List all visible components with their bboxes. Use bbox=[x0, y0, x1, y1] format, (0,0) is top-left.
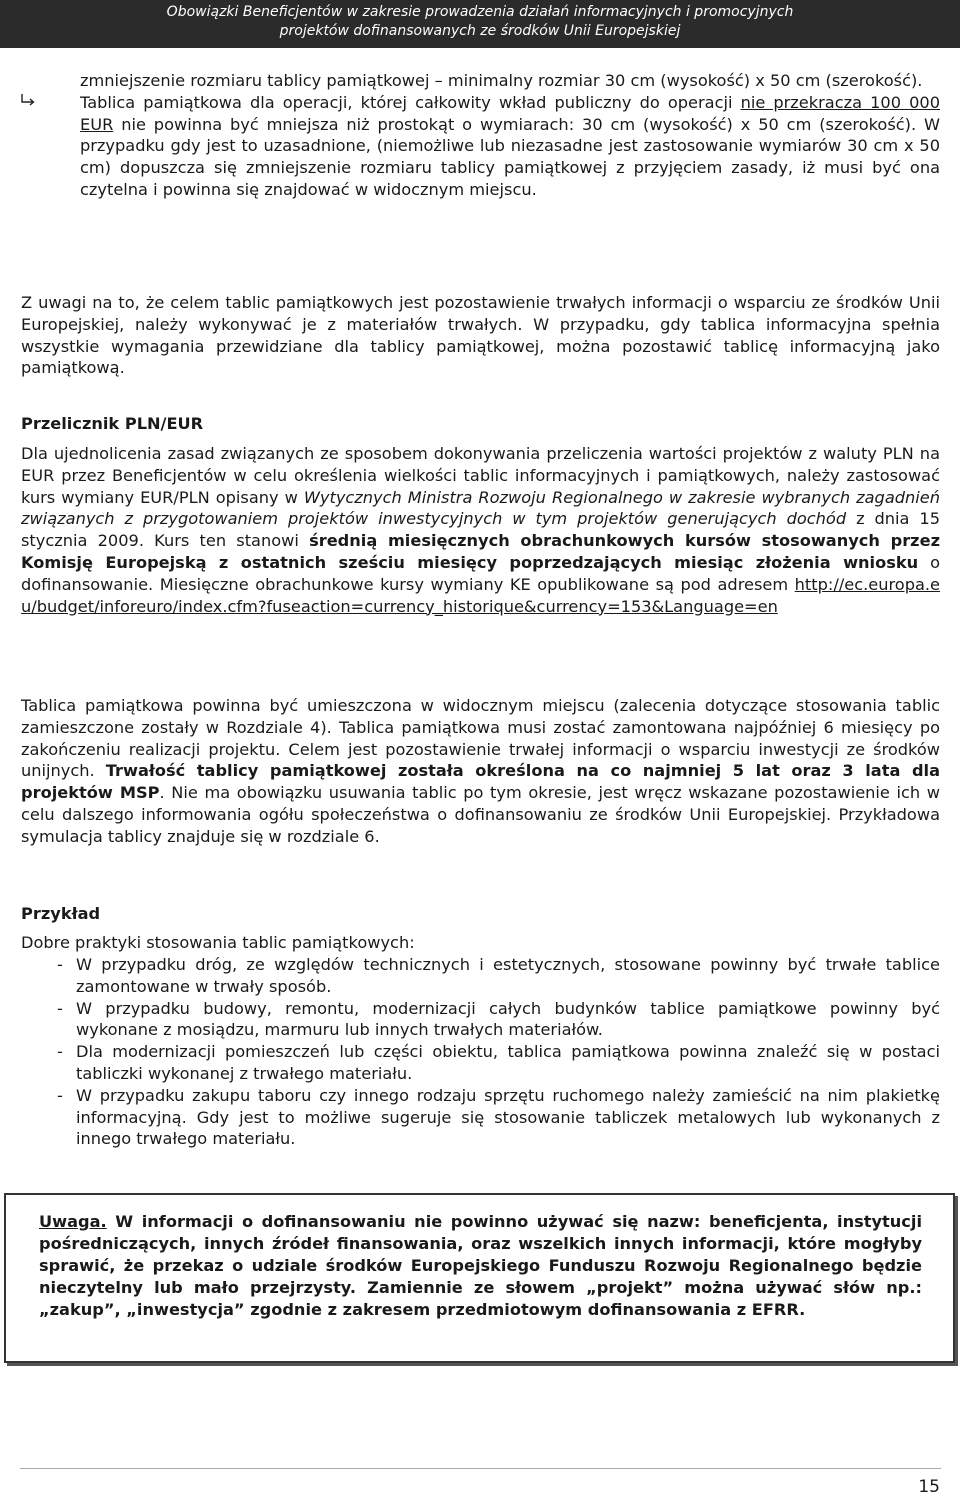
arrow-hook-icon bbox=[20, 92, 40, 114]
list-dash: - bbox=[57, 955, 63, 974]
bullet-2-text-a: Tablica pamiątkowa dla operacji, której całkowity wkład publiczny do operacji bbox=[80, 92, 741, 112]
example-heading: Przykład bbox=[21, 904, 101, 923]
example-list bbox=[21, 954, 940, 1150]
materials-paragraph: Z uwagi na to, że celem tablic pamiątkowych jest pozostawienie trwałych informacji o wsparciu ze środków Unii Europejskiej, należy wykonywać je z materiałów trwałych. W przypadku, gdy tablica informacyjna spełnia wszystkie wymagania przewidziane dla tablicy pamiątkowej, można pozostawić tablicę informacyjną jako pamiątkową. bbox=[21, 293, 940, 378]
inforeuro-link[interactable]: http://ec.europa.eu/budget/inforeuro/index.cfm?fuseaction=currency_historique&currency=153&Language=en bbox=[21, 574, 940, 616]
bullet-2-text-b: nie powinna być mniejsza niż prostokąt o wymiarach: 30 cm (wysokość) x 50 cm (szerokość). W przypadku gdy jest to uzasadnione, (niemożliwe lub niezasadne jest zastosowanie wymiarów 30 cm x 50 cm) dopuszcza się zmniejszenie rozmiaru tablicy pamiątkowej z przyjęciem zasady, iż musi być ona czytelna i powinna się znajdować w widocznym miejscu. bbox=[80, 114, 940, 199]
list-item-text: W przypadku zakupu taboru czy innego rodzaju sprzętu ruchomego należy zamieścić na nim plakietkę informacyjną. Gdy jest to możliwe sugeruje się stosowanie tabliczek metalowych lub wykonanych z innego trwałego materiału. bbox=[76, 1085, 940, 1149]
converter-heading: Przelicznik PLN/EUR bbox=[21, 414, 204, 433]
note-text bbox=[39, 1211, 922, 1321]
converter-text-3: o dofinansowanie. Miesięczne obrachunkowe kursy wymiany KE opublikowane są pod adresem bbox=[21, 552, 940, 594]
list-item bbox=[21, 954, 940, 998]
bullet-item-2 bbox=[80, 92, 940, 201]
converter-bold-text: średnią miesięcznych obrachunkowych kursów stosowanych przez Komisję Europejską z ostatnich sześciu miesięcy poprzedzających miesiąc złożenia wniosku bbox=[21, 531, 941, 572]
header-line-2: projektów dofinansowanych ze środków Unii Europejskiej bbox=[279, 23, 681, 39]
list-item-text: W przypadku dróg, ze względów technicznych i estetycznych, stosowane powinny być trwałe tablice zamontowane w trwały sposób. bbox=[76, 955, 940, 996]
placement-text-2: . Nie ma obowiązku usuwania tablic po tym okresie, jest wręcz wskazane pozostawienie ich w celu dalszego informowania ogółu społeczeństwa o dofinansowaniu ze środków Unii Europejskiej. Przykładowa symulacja tablicy znajduje się w rozdziale 6. bbox=[21, 783, 940, 846]
durability-bold-text: Trwałość tablicy pamiątkowej została określona na co najmniej 5 lat oraz 3 lata dla projektów MSP bbox=[21, 761, 941, 803]
bullet-2-underlined: nie przekracza 100 000 EUR bbox=[80, 92, 940, 134]
list-item bbox=[21, 1041, 940, 1085]
list-item-text: W przypadku budowy, remontu, modernizacji całych budynków tablice pamiątkowe powinny być wykonane z mosiądzu, marmuru lub innych trwałych materiałów. bbox=[76, 998, 940, 1040]
note-label: Uwaga. bbox=[39, 1212, 107, 1231]
list-item bbox=[21, 1085, 940, 1150]
list-dash: - bbox=[57, 1042, 63, 1062]
converter-text-2: z dnia 15 stycznia 2009. Kurs ten stanowi bbox=[21, 509, 941, 551]
guidelines-title: Wytycznych Ministra Rozwoju Regionalnego w zakresie wybranych zagadnień związanych z przygotowaniem projektów inwestycyjnych w tym projektów generujących dochód bbox=[21, 487, 940, 529]
page-header bbox=[0, 0, 960, 48]
list-item bbox=[21, 998, 940, 1042]
placement-paragraph bbox=[21, 695, 940, 848]
example-list-wrap bbox=[21, 954, 940, 1150]
note-body: W informacji o dofinansowaniu nie powinno używać się nazw: beneficjenta, instytucji pośredniczących, innych źródeł finansowania, oraz wszelkich innych informacji, które mogłyby sprawić, że przekaz o udziale środków Europejskiego Funduszu Rozwoju Regionalnego będzie nieczytelny lub mało przejrzysty. Zamiennie ze słowem „projekt” można używać słów np.: „zakup”, „inwestycja” zgodnie z zakresem przedmiotowym dofinansowania z EFRR. bbox=[39, 1212, 922, 1319]
page-number: 15 bbox=[918, 1477, 940, 1497]
list-dash: - bbox=[57, 998, 63, 1018]
header-line-1: Obowiązki Beneficjentów w zakresie prowadzenia działań informacyjnych i promocyjnych bbox=[166, 4, 794, 20]
placement-text-1: Tablica pamiątkowa powinna być umieszczona w widocznym miejscu (zalecenia dotyczące stosowania tablic zamieszczone zostały w Rozdziale 4). Tablica pamiątkowa musi zostać zamontowana najpóźniej 6 miesięcy po zakończeniu realizacji projektu. Celem jest pozostawienie trwałej informacji o wsparciu inwestycji ze środków unijnych. bbox=[21, 696, 940, 781]
list-item-text: Dla modernizacji pomieszczeń lub części obiektu, tablica pamiątkowa powinna znaleźć się w postaci tabliczki wykonanej z trwałego materiału. bbox=[76, 1042, 940, 1083]
converter-paragraph bbox=[21, 443, 940, 617]
bullet-item-1 bbox=[80, 70, 940, 92]
list-dash: - bbox=[57, 1085, 63, 1105]
bullet-list bbox=[80, 70, 940, 201]
converter-text-1: Dla ujednolicenia zasad związanych ze sposobem dokonywania przeliczenia wartości projektów z waluty PLN na EUR przez Beneficjentów w celu określenia wielkości tablic informacyjnych i pamiątkowych, należy zastosować kurs wymiany EUR/PLN opisany w bbox=[21, 444, 940, 507]
footer-divider bbox=[20, 1468, 941, 1469]
bullet-1-text: zmniejszenie rozmiaru tablicy pamiątkowej – minimalny rozmiar 30 cm (wysokość) x 50 cm (szerokość). bbox=[80, 71, 923, 90]
example-intro: Dobre praktyki stosowania tablic pamiątkowych: bbox=[21, 933, 415, 952]
